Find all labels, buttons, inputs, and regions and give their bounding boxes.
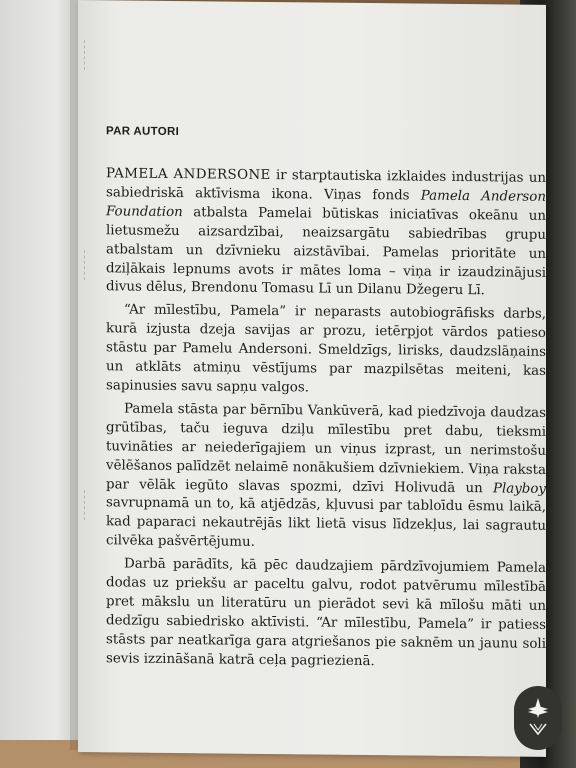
section-heading: PAR AUTORI	[106, 125, 180, 139]
paragraph-2: “Ar mīlestību, Pamela” ir neparasts autobiogrāfisks darbs, kurā izjusta dzeja savijas ar prozu, ietērpjot vārdos patieso stāstu par Pamelu Andersoni. Smeldzīgs, lirisks, daudzslāņains un atklāts atmiņu vēstījums par mazpilsētas meiteni, kas sapinusies savu sapņu valgos.	[106, 302, 546, 396]
about-author-section	[106, 125, 546, 677]
paragraph-1	[106, 165, 546, 302]
foundation-name: Pamela Anderson Foundation	[106, 188, 546, 220]
sparkle-logo-icon	[514, 686, 562, 750]
playboy-name: Playboy	[492, 480, 546, 497]
paragraph-3-text-b: savrupnamā un to, kā atjēdzās, kļuvusi par tabloīdu ēsmu laikā, kad paparaci nekautrējās likt lietā visus līdzekļus, lai sagrautu cilvēka pašvērtējumu.	[106, 495, 546, 551]
left-page	[0, 0, 80, 740]
paragraph-1-text-a: ir starptautiska izklaides industrijas un sabiedriskā aktīvisma ikona. Viņas fonds	[106, 168, 547, 204]
binding-stitch	[84, 490, 86, 520]
paragraph-3	[106, 400, 546, 556]
binding-stitch	[84, 40, 86, 70]
paragraph-4: Darbā parādīts, kā pēc daudzajiem pārdzīvojumiem Pamela dodas uz priekšu ar paceltu galvu, rodot patvērumu mīlestībā pret mākslu un literatūru un pierādot sevi kā mīlošu māti un dedzīgu sabiedrisko aktīvisti. “Ar mīlestību, Pamela” ir patiess stāsts par neatkarīga gara atgriešanos pie saknēm un jaunu soli sevis izzināšanā katrā ceļa pagriezienā.	[106, 556, 546, 669]
right-page	[78, 0, 546, 757]
paragraph-3-text-a: Pamela stāsta par bērnību Vankūverā, kad piedzīvoja daudzas grūtības, taču ieguva dziļu mīlestību pret dabu, tieksmi tuvināties ar neiederīgajiem un viņus izprast, un nerimstošu vēlēšanos palīdzēt nelaimē nonākušiem dzīvniekiem. Viņa raksta par vēlāk iegūto slavas spozmi, dzīvi Holivudā un	[106, 401, 546, 496]
paragraph-1-text-b: atbalsta Pamelai būtiskas iniciatīvas okeānu un lietusmežu aizsardzībai, neaizsargātu sabiedrības grupu atbalstam un dzīvnieku aizstāvībai. Pamelas prioritāte un dziļākais lepnums avots ir mātes loma – viņa ir izaudzinājusi divus dēlus, Brendonu Tomasu Lī un Dilanu Džegeru Lī.	[106, 204, 546, 299]
author-name: PAMELA ANDERSONE	[106, 166, 271, 184]
binding-stitch	[84, 250, 86, 280]
